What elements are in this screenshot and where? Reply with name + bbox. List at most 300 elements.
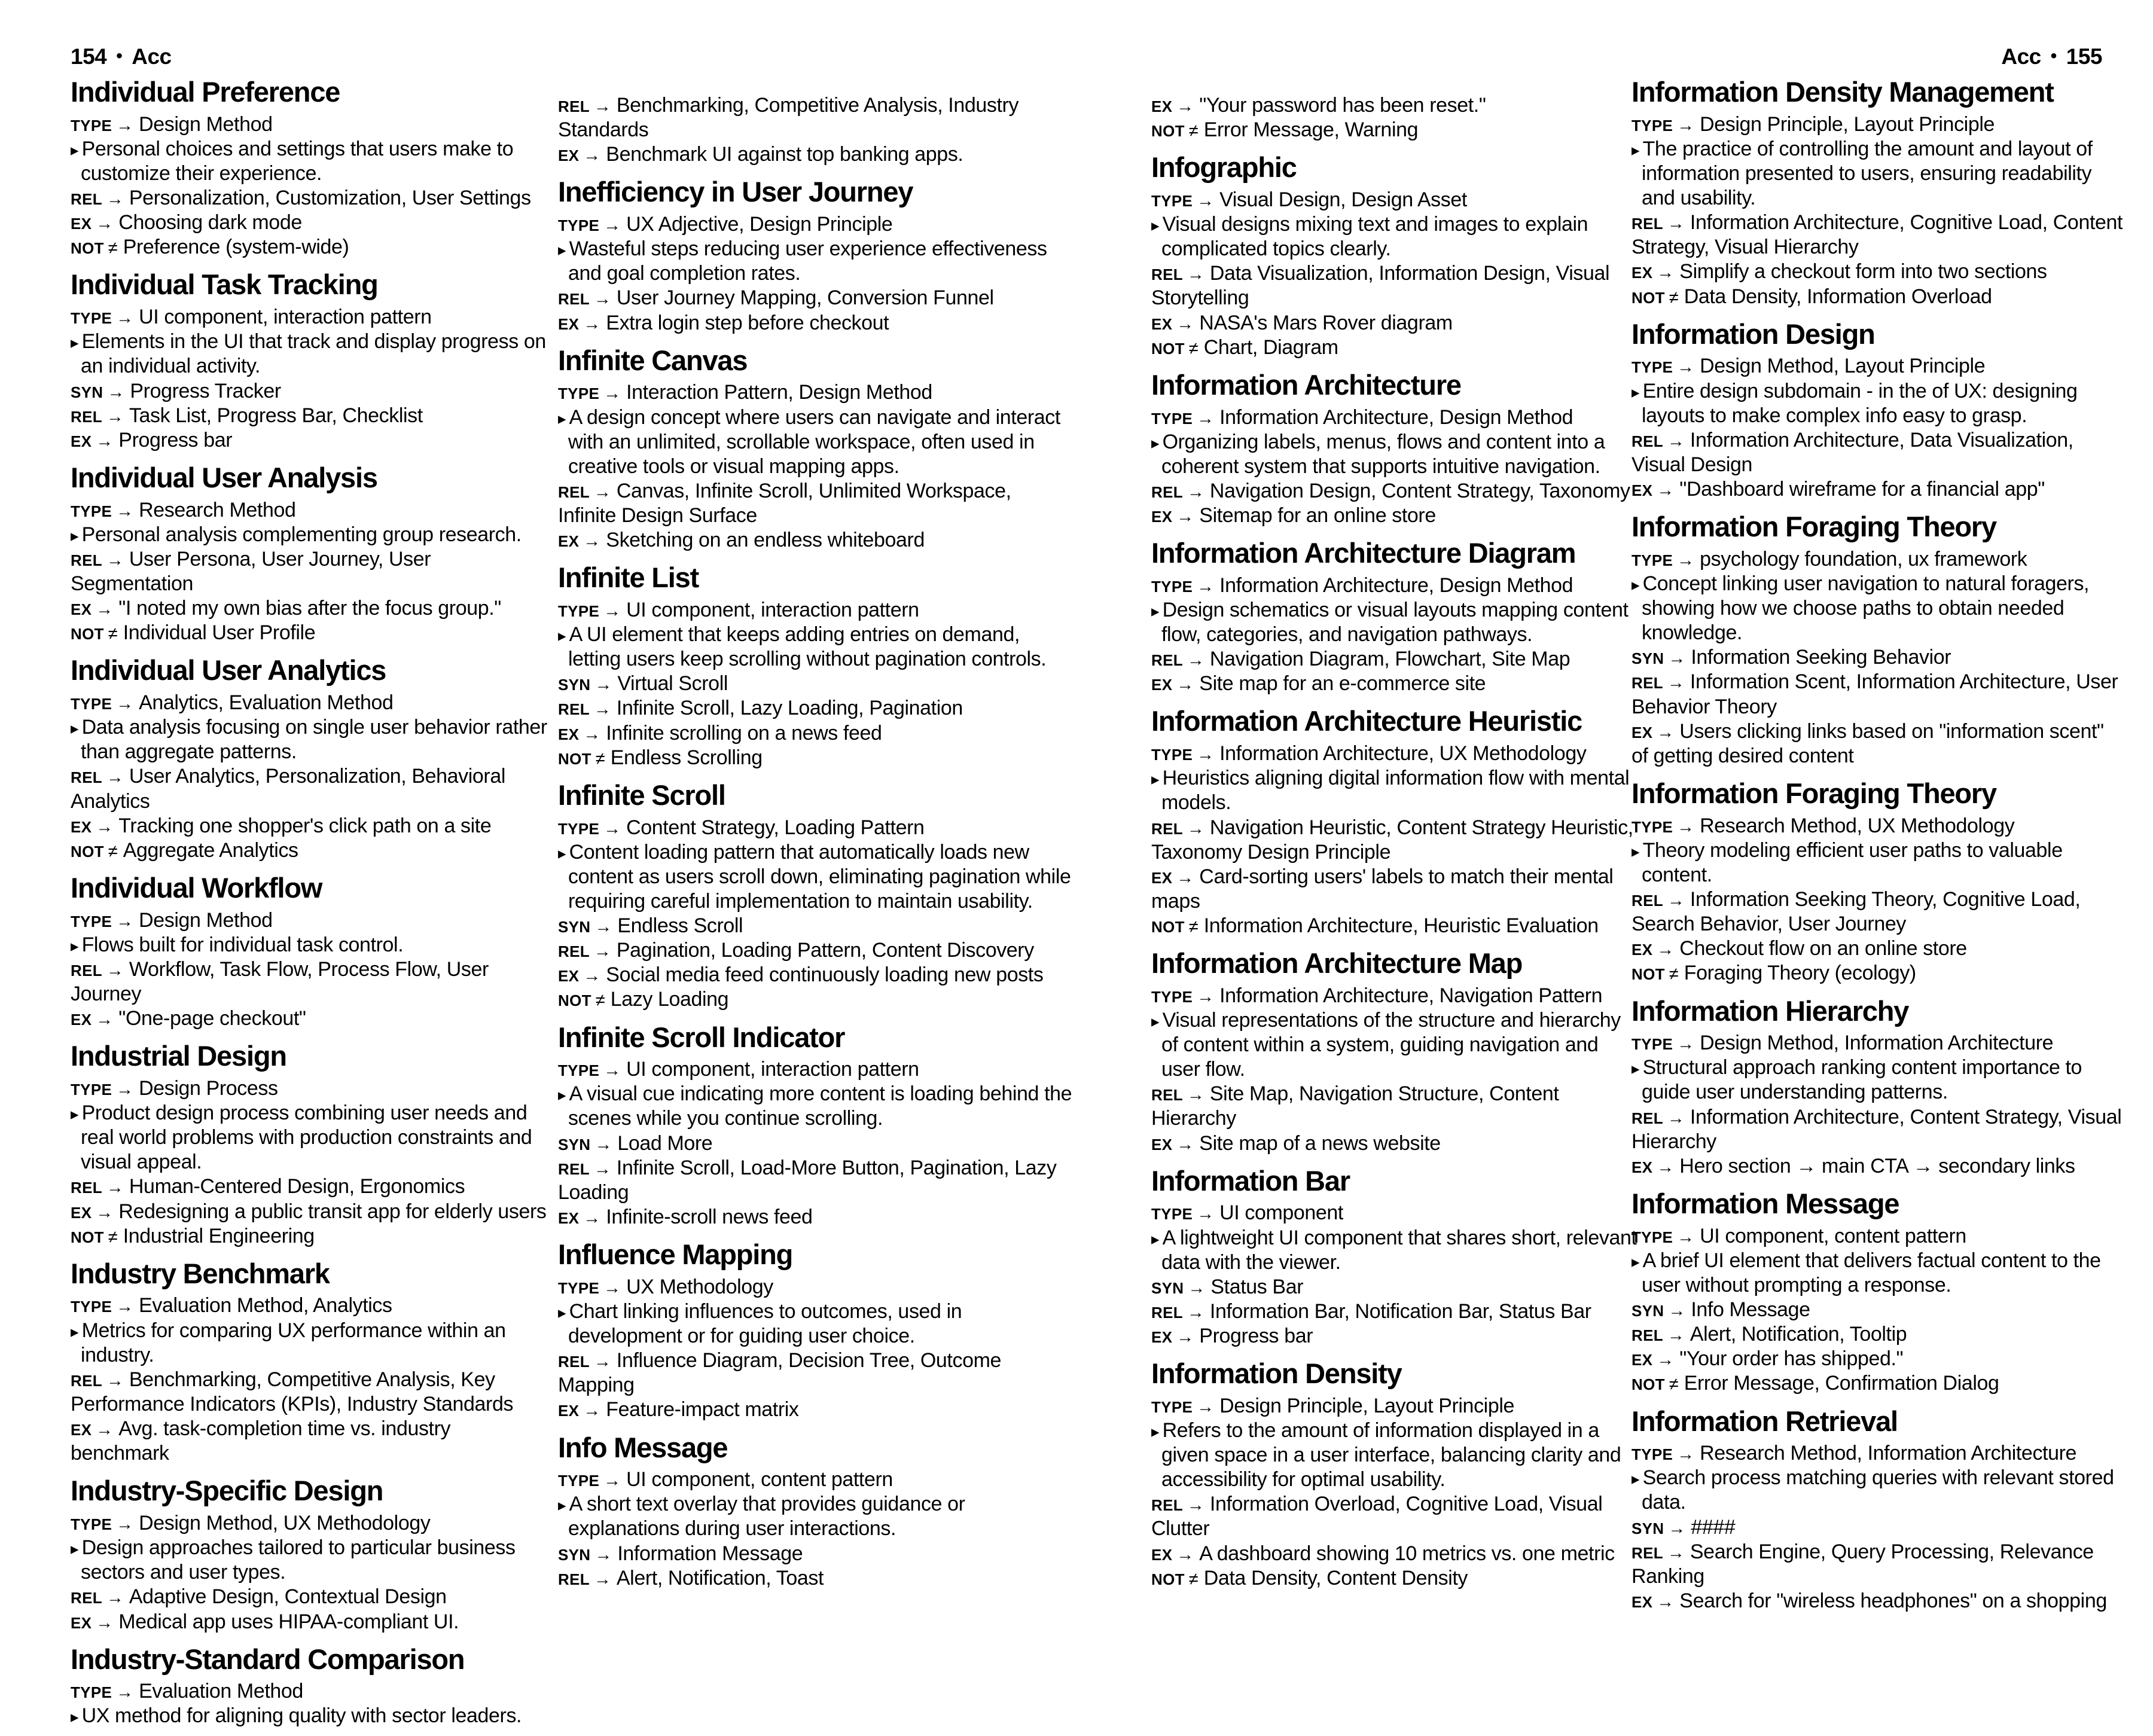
field-value: UI component, content pattern: [1700, 1224, 1966, 1247]
ex-line: [1631, 936, 2123, 961]
type-line: [71, 1076, 549, 1101]
not-line: [1151, 1566, 1637, 1591]
field-label: NOT: [1631, 1375, 1665, 1394]
field-label: REL: [1631, 1543, 1663, 1562]
rel-line: [1631, 1540, 2123, 1589]
ex-line: [1631, 719, 2123, 768]
field-label: REL: [71, 1371, 102, 1390]
ex-line: [71, 428, 549, 453]
field-value: Card-sorting users' labels to match their mental maps: [1151, 865, 1614, 913]
arrow-icon: →: [1176, 1545, 1194, 1564]
ex-line: [1631, 1154, 2123, 1179]
field-label: EX: [71, 817, 92, 836]
field-label: REL: [71, 190, 102, 209]
glossary-entry: [1151, 152, 1637, 360]
term-heading: Information Foraging Theory: [1631, 777, 1996, 809]
arrow-icon: →: [1677, 1227, 1695, 1247]
term-heading: Information Architecture Map: [1151, 947, 1523, 980]
field-label: REL: [1151, 651, 1183, 670]
definition-bullet-icon: ▸: [1631, 842, 1640, 861]
type-line: [1151, 742, 1637, 766]
not-line: [71, 1224, 549, 1249]
arrow-icon: →: [106, 768, 124, 788]
field-value: Site map of a news website: [1199, 1131, 1441, 1155]
field-value: Avg. task-completion time vs. industry benchmark: [71, 1417, 451, 1465]
field-label: EX: [558, 967, 580, 986]
ex-line: [1151, 672, 1637, 696]
arrow-icon: →: [603, 1061, 621, 1081]
ex-line: [558, 311, 1074, 335]
arrow-icon: →: [116, 115, 134, 135]
ex-line: [71, 210, 549, 235]
arrow-icon: →: [603, 216, 621, 236]
field-value: Information Architecture, Data Visualization, Visual Design: [1631, 428, 2073, 476]
page-header-left: [71, 44, 172, 69]
definition-text: Elements in the UI that track and display progress on an individual activity.: [81, 330, 546, 378]
field-label: SYN: [558, 918, 591, 936]
def-line: [1151, 430, 1637, 479]
rel-line: [71, 957, 549, 1006]
field-value: UX Adjective, Design Principle: [626, 213, 893, 236]
arrow-icon: →: [594, 917, 612, 936]
field-value: Alert, Notification, Tooltip: [1690, 1323, 1907, 1346]
definition-bullet-icon: ▸: [71, 141, 79, 159]
def-line: [1151, 598, 1637, 647]
type-line: [1151, 1201, 1637, 1225]
type-line: [71, 691, 549, 715]
term-heading: Information Design: [1631, 318, 1875, 350]
arrow-icon: →: [603, 1471, 621, 1491]
arrow-icon: →: [1197, 1397, 1215, 1417]
field-label: REL: [1151, 483, 1183, 501]
field-label: EX: [1151, 868, 1173, 887]
rel-line: [558, 479, 1074, 528]
ex-line: [1151, 1324, 1637, 1348]
arrow-icon: →: [96, 1203, 114, 1222]
arrow-icon: →: [593, 1352, 611, 1372]
field-value: Evaluation Method, Analytics: [139, 1294, 392, 1317]
field-value: Endless Scroll: [617, 914, 743, 937]
field-value: Hero section → main CTA → secondary links: [1679, 1154, 2075, 1177]
field-value: Redesigning a public transit app for elderly users: [118, 1200, 547, 1223]
glossary-entry: [558, 176, 1074, 335]
field-label: REL: [1631, 432, 1663, 450]
definition-text: Personal analysis complementing group research.: [81, 523, 522, 546]
rel-line: [1151, 261, 1637, 310]
arrow-icon: →: [593, 1569, 611, 1589]
field-label: TYPE: [71, 912, 112, 930]
term-heading: Individual User Analysis: [71, 461, 377, 493]
not-equal-icon: ≠: [1669, 1375, 1679, 1395]
field-value: Human-Centered Design, Ergonomics: [129, 1175, 465, 1198]
field-label: EX: [558, 147, 580, 165]
def-line: [558, 840, 1074, 914]
field-label: SYN: [1151, 1279, 1184, 1297]
rel-line: [558, 286, 1074, 310]
field-label: EX: [1631, 1592, 1653, 1611]
arrow-icon: →: [1677, 358, 1695, 377]
arrow-icon: →: [116, 911, 134, 931]
type-line: [1151, 405, 1637, 430]
arrow-icon: →: [1657, 722, 1675, 742]
field-value: Alert, Notification, Toast: [616, 1566, 824, 1589]
field-label: EX: [558, 315, 580, 333]
field-value: Progress Tracker: [130, 379, 281, 402]
field-value: Industrial Engineering: [123, 1224, 315, 1247]
field-value: Design Method: [139, 908, 273, 932]
glossary-entry: [1151, 948, 1637, 1156]
rel-line: [1631, 670, 2123, 719]
not-line: [1151, 335, 1637, 360]
field-value: Load More: [617, 1131, 713, 1155]
def-line: [1631, 1055, 2123, 1105]
field-value: Benchmark UI against top banking apps.: [606, 143, 963, 166]
arrow-icon: →: [583, 724, 601, 744]
rel-line: [1151, 1492, 1637, 1541]
rel-line: [1631, 1105, 2123, 1154]
rel-line: [1151, 479, 1637, 504]
field-label: REL: [71, 407, 102, 426]
field-label: TYPE: [558, 819, 600, 838]
header-bullet-icon: •: [116, 46, 123, 66]
field-label: NOT: [71, 1228, 104, 1246]
arrow-icon: →: [583, 314, 601, 334]
arrow-icon: →: [1197, 191, 1215, 210]
definition-text: UX method for aligning quality with sector leaders.: [81, 1704, 522, 1728]
field-label: NOT: [71, 239, 104, 258]
term-heading: Industrial Design: [71, 1040, 286, 1072]
definition-text: Search process matching queries with relevant stored data.: [1642, 1466, 2114, 1514]
field-label: SYN: [558, 1135, 591, 1154]
arrow-icon: →: [116, 1297, 134, 1317]
arrow-icon: →: [594, 675, 612, 695]
field-value: Error Message, Warning: [1203, 118, 1419, 142]
field-label: EX: [71, 1421, 92, 1439]
glossary-entry: [558, 1022, 1074, 1230]
term-heading: Individual Task Tracking: [71, 269, 378, 301]
def-line: [71, 1536, 549, 1585]
glossary-entry: [1631, 778, 2123, 986]
definition-text: The practice of controlling the amount and layout of information presented to users, ensuring readability and usability.: [1642, 137, 2093, 210]
type-line: [558, 598, 1074, 623]
glossary-entry-continuation: [558, 93, 1074, 167]
arrow-icon: →: [583, 532, 601, 551]
field-value: Task List, Progress Bar, Checklist: [129, 404, 423, 427]
definition-text: Organizing labels, menus, flows and content into a coherent system that supports intuitive navigation.: [1161, 430, 1605, 478]
ex-line: [1631, 1347, 2123, 1371]
not-equal-icon: ≠: [1188, 338, 1199, 358]
ex-line: [1151, 865, 1637, 914]
term-heading: Info Message: [558, 1431, 728, 1463]
definition-bullet-icon: ▸: [1151, 1422, 1160, 1441]
arrow-icon: →: [106, 407, 124, 426]
glossary-entry: [1631, 996, 2123, 1179]
term-heading: Information Architecture Heuristic: [1151, 705, 1582, 737]
not-equal-icon: ≠: [1669, 288, 1679, 307]
arrow-icon: →: [1197, 576, 1215, 596]
definition-bullet-icon: ▸: [1631, 1060, 1640, 1078]
field-value: Design Principle, Layout Principle: [1700, 112, 1995, 136]
glossary-entry: [1151, 706, 1637, 938]
arrow-icon: →: [1677, 817, 1695, 837]
field-value: Information Architecture, Design Method: [1219, 573, 1573, 597]
arrow-icon: →: [593, 482, 611, 502]
def-line: [1631, 572, 2123, 645]
not-line: [1151, 914, 1637, 938]
field-value: Visual Design, Design Asset: [1219, 188, 1467, 211]
definition-text: Visual designs mixing text and images to explain complicated topics clearly.: [1161, 213, 1588, 261]
field-value: Data Density, Information Overload: [1684, 285, 1992, 308]
definition-text: Flows built for individual task control.: [81, 933, 404, 956]
field-label: TYPE: [558, 1279, 600, 1297]
field-label: EX: [1151, 1135, 1173, 1154]
field-label: REL: [71, 768, 102, 787]
arrow-icon: →: [1677, 1445, 1695, 1465]
ex-line: [1631, 1589, 2123, 1613]
term-heading: Infinite Scroll Indicator: [558, 1021, 845, 1053]
glossary-entry: [71, 77, 549, 260]
arrow-icon: →: [1657, 1592, 1675, 1612]
term-heading: Industry-Specific Design: [71, 1475, 383, 1507]
arrow-icon: →: [106, 1371, 124, 1390]
field-label: TYPE: [1151, 987, 1193, 1006]
field-value: UI component, content pattern: [626, 1468, 893, 1491]
arrow-icon: →: [96, 214, 114, 234]
field-value: Social media feed continuously loading new posts: [606, 963, 1044, 987]
arrow-icon: →: [96, 1010, 114, 1030]
field-value: Aggregate Analytics: [123, 838, 298, 862]
ex-line: [558, 1205, 1074, 1229]
glossary-entry: [1631, 319, 2123, 502]
field-value: Site map for an e-commerce site: [1199, 672, 1486, 695]
field-value: Status Bar: [1210, 1275, 1304, 1298]
term-heading: Infinite Scroll: [558, 779, 725, 811]
definition-bullet-icon: ▸: [558, 409, 566, 428]
definition-bullet-icon: ▸: [1151, 602, 1160, 620]
not-line: [71, 235, 549, 260]
field-value: Design Principle, Layout Principle: [1219, 1394, 1514, 1417]
term-heading: Information Density Management: [1631, 76, 2054, 108]
term-heading: Individual Workflow: [71, 871, 322, 904]
field-value: Information Overload, Cognitive Load, Visual Clutter: [1151, 1493, 1603, 1540]
arrow-icon: →: [106, 1588, 124, 1608]
not-line: [1151, 118, 1637, 142]
field-label: TYPE: [1631, 551, 1673, 569]
definition-text: A design concept where users can navigate and interact with an unlimited, scrollable workspace, often used in creative tools or visual mapping apps.: [568, 405, 1060, 478]
glossary-column-1: [71, 77, 549, 1736]
field-value: User Analytics, Personalization, Behavioral Analytics: [71, 765, 506, 813]
type-line: [1631, 1441, 2123, 1466]
def-line: [558, 405, 1074, 479]
arrow-icon: →: [593, 942, 611, 962]
term-heading: Information Density: [1151, 1357, 1402, 1390]
field-value: Progress bar: [118, 428, 233, 451]
def-line: [71, 1101, 549, 1174]
type-line: [71, 1679, 549, 1704]
field-label: EX: [558, 532, 580, 551]
not-equal-icon: ≠: [108, 624, 118, 644]
field-label: TYPE: [71, 695, 112, 713]
definition-bullet-icon: ▸: [1631, 383, 1640, 401]
field-label: TYPE: [1631, 1228, 1673, 1246]
glossary-entry: [1151, 1358, 1637, 1591]
definition-text: A short text overlay that provides guidance or explanations during user interactions.: [568, 1493, 965, 1540]
type-line: [71, 908, 549, 933]
field-value: Information Scent, Information Architecture, User Behavior Theory: [1631, 670, 2118, 718]
glossary-entry: [1151, 370, 1637, 528]
field-value: Information Architecture, Cognitive Load, Content Strategy, Visual Hierarchy: [1631, 211, 2123, 259]
field-value: Lazy Loading: [610, 988, 729, 1011]
field-value: Data Density, Content Density: [1203, 1566, 1468, 1589]
arrow-icon: →: [1187, 651, 1204, 670]
arrow-icon: →: [603, 819, 621, 838]
rel-line: [558, 1348, 1074, 1398]
field-value: "Your password has been reset.": [1199, 94, 1486, 117]
definition-text: Design approaches tailored to particular business sectors and user types.: [81, 1536, 516, 1584]
field-label: REL: [1151, 1086, 1183, 1105]
field-value: NASA's Mars Rover diagram: [1199, 311, 1453, 334]
rel-line: [1631, 887, 2123, 936]
field-value: Extra login step before checkout: [606, 311, 889, 334]
arrow-icon: →: [1677, 1035, 1695, 1054]
field-label: REL: [1631, 892, 1663, 910]
type-line: [71, 1511, 549, 1536]
rel-line: [71, 404, 549, 428]
field-label: REL: [558, 1353, 590, 1371]
field-label: EX: [71, 1203, 92, 1222]
field-value: Tracking one shopper's click path on a site: [118, 814, 492, 837]
arrow-icon: →: [106, 1178, 124, 1198]
field-label: TYPE: [1631, 817, 1673, 836]
def-line: [71, 1319, 549, 1368]
syn-line: [558, 1131, 1074, 1156]
field-value: Checkout flow on an online store: [1679, 937, 1967, 960]
field-value: Personalization, Customization, User Settings: [129, 187, 531, 210]
term-heading: Information Retrieval: [1631, 1405, 1898, 1437]
arrow-icon: →: [116, 309, 134, 328]
field-value: Info Message: [1691, 1298, 1810, 1321]
def-line: [1151, 766, 1637, 815]
glossary-entry: [1631, 511, 2123, 768]
field-value: Endless Scrolling: [610, 746, 763, 769]
definition-text: Content loading pattern that automatically loads new content as users scroll down, eliminating pagination while requiring careful implementation to maintain usability.: [568, 840, 1071, 913]
glossary-entry: [558, 562, 1074, 770]
definition-bullet-icon: ▸: [71, 719, 79, 738]
type-line: [1151, 573, 1637, 598]
term-heading: Individual User Analytics: [71, 654, 386, 687]
def-line: [1631, 137, 2123, 210]
field-value: Research Method, Information Architecture: [1700, 1442, 2077, 1465]
field-label: TYPE: [1631, 1445, 1673, 1464]
field-value: "Dashboard wireframe for a financial app": [1679, 478, 2045, 501]
field-label: TYPE: [71, 1683, 112, 1702]
type-line: [558, 816, 1074, 840]
field-value: Information Architecture, Design Method: [1219, 405, 1573, 429]
field-label: SYN: [1631, 1302, 1664, 1320]
field-label: REL: [1631, 1109, 1663, 1127]
syn-line: [1631, 645, 2123, 670]
arrow-icon: →: [116, 1515, 134, 1534]
field-value: Information Architecture, Heuristic Evaluation: [1203, 914, 1599, 937]
term-heading: Information Foraging Theory: [1631, 511, 1996, 543]
type-line: [558, 1467, 1074, 1492]
field-value: Design Method, UX Methodology: [139, 1512, 431, 1534]
arrow-icon: →: [1667, 673, 1685, 693]
field-value: Chart, Diagram: [1203, 335, 1338, 359]
field-label: NOT: [71, 842, 104, 861]
rel-line: [71, 1174, 549, 1199]
definition-bullet-icon: ▸: [71, 1105, 79, 1123]
rel-line: [558, 696, 1074, 721]
definition-text: Product design process combining user needs and real world problems with production constraints and visual appeal.: [81, 1102, 532, 1174]
arrow-icon: →: [603, 1278, 621, 1298]
arrow-icon: →: [583, 1401, 601, 1421]
field-label: TYPE: [1151, 191, 1193, 210]
field-value: Canvas, Infinite Scroll, Unlimited Workspace, Infinite Design Surface: [558, 479, 1011, 527]
definition-bullet-icon: ▸: [1151, 1012, 1160, 1030]
field-value: Error Message, Confirmation Dialog: [1684, 1372, 1999, 1395]
arrow-icon: →: [1197, 745, 1215, 765]
glossary-entry: [71, 1475, 549, 1634]
term-heading: Infinite List: [558, 562, 699, 594]
def-line: [558, 1299, 1074, 1348]
def-line: [1631, 838, 2123, 887]
def-line: [558, 237, 1074, 286]
field-value: Analytics, Evaluation Method: [139, 691, 394, 714]
ex-line: [1151, 1542, 1637, 1566]
def-line: [71, 715, 549, 764]
definition-text: Metrics for comparing UX performance within an industry.: [81, 1319, 506, 1366]
field-label: EX: [1151, 508, 1173, 526]
rel-line: [71, 1585, 549, 1609]
field-label: EX: [71, 600, 92, 619]
rel-line: [71, 1368, 549, 1417]
arrow-icon: →: [593, 700, 611, 719]
ex-line: [71, 1417, 549, 1466]
section-label-right: Acc: [2001, 44, 2041, 69]
field-value: Simplify a checkout form into two sections: [1679, 260, 2047, 283]
field-label: TYPE: [71, 309, 112, 328]
field-value: Navigation Diagram, Flowchart, Site Map: [1209, 648, 1570, 671]
not-line: [558, 987, 1074, 1012]
definition-bullet-icon: ▸: [71, 1322, 79, 1341]
field-value: Progress bar: [1199, 1325, 1313, 1347]
rel-line: [558, 938, 1074, 963]
field-value: A dashboard showing 10 metrics vs. one metric: [1199, 1542, 1615, 1565]
field-label: TYPE: [71, 1080, 112, 1099]
arrow-icon: →: [583, 1208, 601, 1228]
arrow-icon: →: [594, 1545, 612, 1564]
glossary-entry: [558, 1432, 1074, 1591]
definition-bullet-icon: ▸: [558, 241, 566, 260]
definition-text: A visual cue indicating more content is loading behind the scenes while you continue scrolling.: [568, 1082, 1072, 1130]
def-line: [71, 329, 549, 379]
arrow-icon: →: [1176, 1134, 1194, 1154]
arrow-icon: →: [116, 1683, 134, 1703]
field-label: EX: [1631, 1158, 1653, 1176]
glossary-column-2: [558, 77, 1074, 1598]
definition-text: A UI element that keeps adding entries on demand, letting users keep scrolling without pagination controls.: [568, 623, 1047, 671]
arrow-icon: →: [1677, 550, 1695, 570]
arrow-icon: →: [1187, 1496, 1204, 1515]
definition-text: Concept linking user navigation to natural foragers, showing how we choose paths to obtain needed knowledge.: [1642, 572, 2090, 645]
field-label: EX: [1631, 264, 1653, 282]
field-value: Information Seeking Theory, Cognitive Load, Search Behavior, User Journey: [1631, 888, 2081, 936]
not-line: [558, 746, 1074, 770]
field-label: REL: [71, 1179, 102, 1197]
field-value: Evaluation Method: [139, 1680, 303, 1703]
term-heading: Information Architecture: [1151, 368, 1461, 401]
